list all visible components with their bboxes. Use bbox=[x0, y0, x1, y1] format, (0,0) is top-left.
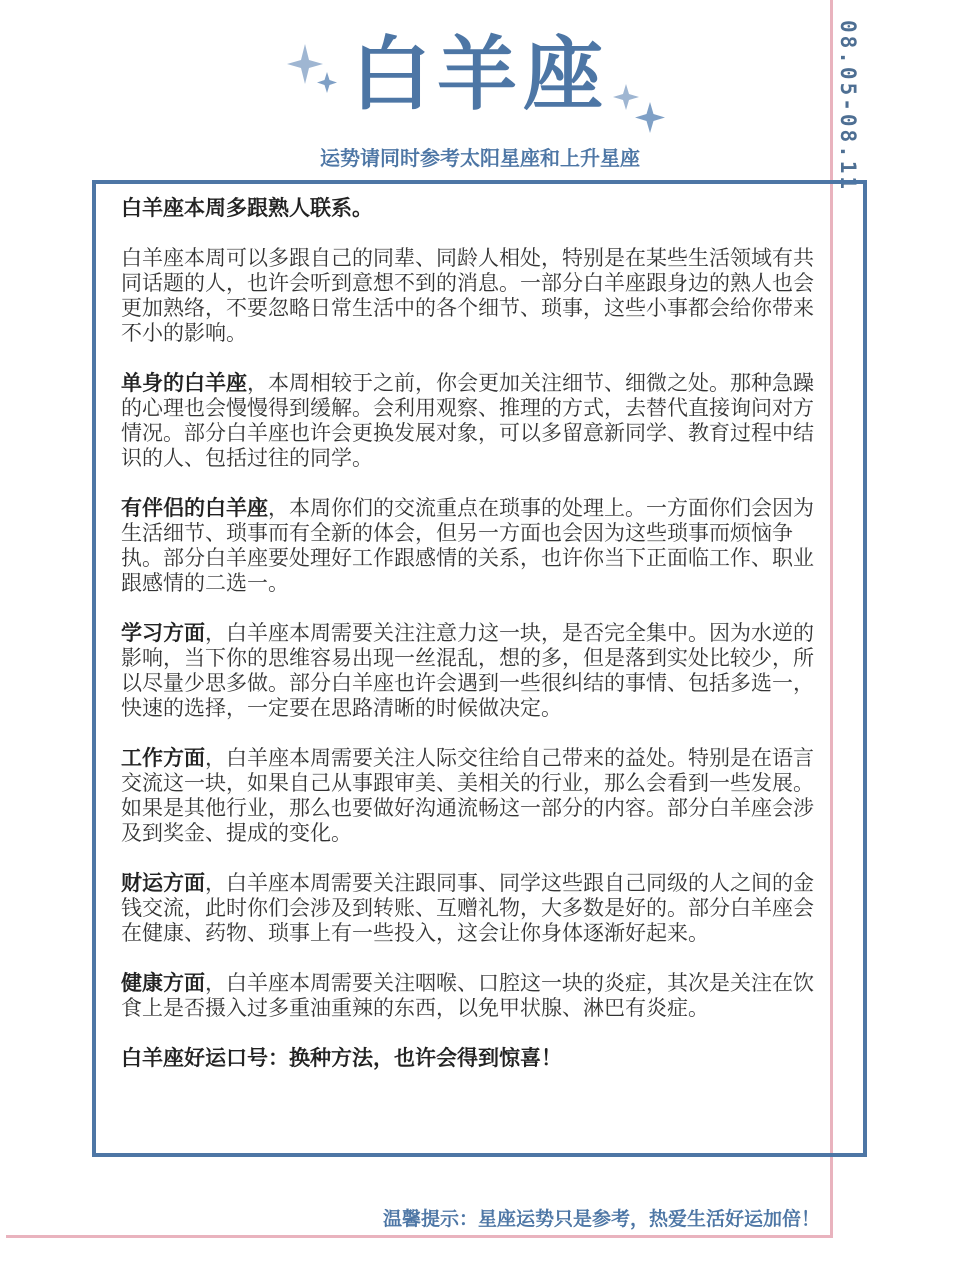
health-paragraph bbox=[121, 971, 821, 1021]
footer-tip: 温馨提示：星座运势只是参考，热爱生活好运加倍！ bbox=[382, 1208, 820, 1230]
work-paragraph bbox=[121, 746, 821, 846]
health-text: ，白羊座本周需要关注咽喉、口腔这一块的炎症，其次是关注在饮食上是否摄入过多重油重辣的东西，以免甲状腺、淋巴有炎症。 bbox=[121, 971, 814, 1020]
work-label: 工作方面 bbox=[121, 746, 205, 770]
study-text: ，白羊座本周需要关注注意力这一块，是否完全集中。因为水逆的影响，当下你的思维容易出现一丝混乱，想的多，但是落到实处比较少，所以尽量少思多做。部分白羊座也许会遇到一些很纠结的事情、包括多选一，快速的选择，一定要在思路清晰的时候做决定。 bbox=[121, 621, 814, 720]
study-paragraph bbox=[121, 621, 821, 721]
horoscope-content bbox=[121, 196, 821, 1096]
couple-label: 有伴侣的白羊座 bbox=[121, 496, 268, 520]
money-text: ，白羊座本周需要关注跟同事、同学这些跟自己同级的人之间的金钱交流，此时你们会涉及到转账、互赠礼物，大多数是好的。部分白羊座会在健康、药物、琐事上有一些投入，这会让你身体逐渐好起来。 bbox=[121, 871, 814, 945]
single-text: ，本周相较于之前，你会更加关注细节、细微之处。那种急躁的心理也会慢慢得到缓解。会利用观察、推理的方式，去替代直接询问对方情况。部分白羊座也许会更换发展对象，可以多留意新同学、教育过程中结识的人、包括过往的同学。 bbox=[121, 371, 814, 470]
subtitle: 运势请同时参考太阳星座和上升星座 bbox=[320, 146, 640, 170]
general-paragraph: 白羊座本周可以多跟自己的同辈、同龄人相处，特别是在某些生活领域有共同话题的人，也许会听到意想不到的消息。一部分白羊座跟身边的熟人也会更加熟络，不要忽略日常生活中的各个细节、琐事，这些小事都会给你带来不小的影响。 bbox=[121, 246, 814, 345]
pink-horizontal-line bbox=[6, 1235, 833, 1238]
slogan-paragraph bbox=[121, 1046, 821, 1071]
single-label: 单身的白羊座 bbox=[121, 371, 247, 395]
single-paragraph bbox=[121, 371, 821, 471]
intro-paragraph bbox=[121, 196, 821, 221]
money-paragraph bbox=[121, 871, 821, 946]
intro-text: 白羊座本周多跟熟人联系。 bbox=[121, 196, 373, 220]
slogan-text: 白羊座好运口号：换种方法，也许会得到惊喜！ bbox=[121, 1046, 562, 1070]
date-range: 08.05-08.11 bbox=[836, 20, 860, 193]
couple-text: ，本周你们的交流重点在琐事的处理上。一方面你们会因为生活细节、琐事而有全新的体会，但另一方面也会因为这些琐事而烦恼争执。部分白羊座要处理好工作跟感情的关系，也许你当下正面临工作、职业跟感情的二选一。 bbox=[121, 496, 814, 595]
couple-paragraph bbox=[121, 496, 821, 596]
work-text: ，白羊座本周需要关注人际交往给自己带来的益处。特别是在语言交流这一块，如果自己从事跟审美、美相关的行业，那么会看到一些发展。如果是其他行业，那么也要做好沟通流畅这一部分的内容。部分白羊座会涉及到奖金、提成的变化。 bbox=[121, 746, 814, 845]
health-label: 健康方面 bbox=[121, 971, 205, 995]
money-label: 财运方面 bbox=[121, 871, 205, 895]
page-title: 白羊座 bbox=[351, 28, 609, 121]
study-label: 学习方面 bbox=[121, 621, 205, 645]
